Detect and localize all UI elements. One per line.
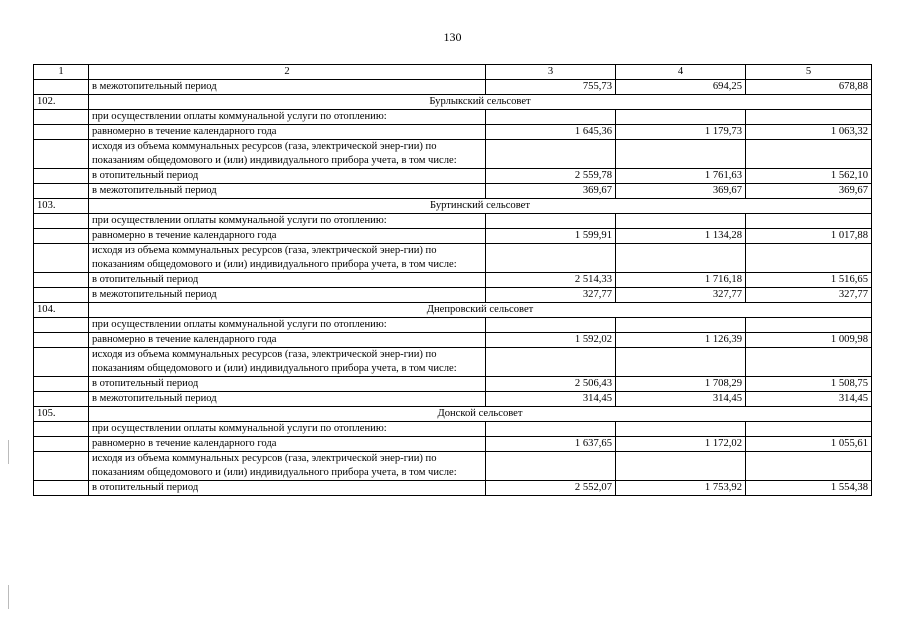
row-description: исходя из объема коммунальных ресурсов (газа, электрической энер-гии) по показаниям общедомового и (или) индивидуального прибора учета, в том числе: [89, 244, 486, 273]
value-col-5: 1 017,88 [746, 229, 872, 244]
section-title: Буртинский сельсовет [89, 199, 872, 214]
header-cell: 4 [616, 65, 746, 80]
value-col-5: 314,45 [746, 392, 872, 407]
value-col-5 [746, 422, 872, 437]
row-number [34, 437, 89, 452]
value-col-4 [616, 452, 746, 481]
value-col-4: 1 172,02 [616, 437, 746, 452]
table-body [34, 65, 872, 496]
row-description: исходя из объема коммунальных ресурсов (газа, электрической энер-гии) по показаниям общедомового и (или) индивидуального прибора учета, в том числе: [89, 348, 486, 377]
value-col-4 [616, 110, 746, 125]
row-description: в межотопительный период [89, 288, 486, 303]
value-col-5: 369,67 [746, 184, 872, 199]
table-row [34, 348, 872, 377]
value-col-5 [746, 348, 872, 377]
value-col-3 [486, 244, 616, 273]
row-number [34, 452, 89, 481]
value-col-3: 2 506,43 [486, 377, 616, 392]
table-row [34, 422, 872, 437]
value-col-5 [746, 318, 872, 333]
row-description: равномерно в течение календарного года [89, 333, 486, 348]
row-description: исходя из объема коммунальных ресурсов (газа, электрической энер-гии) по показаниям общедомового и (или) индивидуального прибора учета, в том числе: [89, 452, 486, 481]
value-col-4: 1 126,39 [616, 333, 746, 348]
row-description: в отопительный период [89, 169, 486, 184]
row-number [34, 481, 89, 496]
table-row [34, 377, 872, 392]
section-title: Донской сельсовет [89, 407, 872, 422]
value-col-5: 1 055,61 [746, 437, 872, 452]
table-row [34, 229, 872, 244]
section-title: Днепровский сельсовет [89, 303, 872, 318]
value-col-4 [616, 318, 746, 333]
scan-edge-mark [8, 585, 9, 609]
row-description: в отопительный период [89, 377, 486, 392]
row-description: в отопительный период [89, 481, 486, 496]
header-row [34, 65, 872, 80]
row-number [34, 244, 89, 273]
section-row [34, 407, 872, 422]
row-number [34, 125, 89, 140]
row-number [34, 318, 89, 333]
table-row [34, 184, 872, 199]
table-row [34, 333, 872, 348]
value-col-5 [746, 452, 872, 481]
value-col-5: 1 516,65 [746, 273, 872, 288]
tariff-table [33, 64, 872, 496]
value-col-4: 1 716,18 [616, 273, 746, 288]
value-col-3 [486, 348, 616, 377]
value-col-3: 1 637,65 [486, 437, 616, 452]
value-col-5: 1 009,98 [746, 333, 872, 348]
value-col-5: 1 554,38 [746, 481, 872, 496]
table-row [34, 452, 872, 481]
value-col-3 [486, 452, 616, 481]
value-col-4: 314,45 [616, 392, 746, 407]
value-col-4 [616, 348, 746, 377]
value-col-3: 1 599,91 [486, 229, 616, 244]
section-row [34, 199, 872, 214]
value-col-4: 369,67 [616, 184, 746, 199]
section-row [34, 95, 872, 110]
row-description: исходя из объема коммунальных ресурсов (газа, электрической энер-гии) по показаниям общедомового и (или) индивидуального прибора учета, в том числе: [89, 140, 486, 169]
row-description: равномерно в течение календарного года [89, 229, 486, 244]
row-number: 104. [34, 303, 89, 318]
row-number [34, 110, 89, 125]
value-col-3 [486, 318, 616, 333]
row-number [34, 80, 89, 95]
value-col-5: 678,88 [746, 80, 872, 95]
value-col-3: 1 592,02 [486, 333, 616, 348]
value-col-4 [616, 244, 746, 273]
table-row [34, 169, 872, 184]
row-number [34, 392, 89, 407]
value-col-5 [746, 244, 872, 273]
value-col-3 [486, 422, 616, 437]
value-col-5 [746, 110, 872, 125]
table-row [34, 244, 872, 273]
value-col-3: 2 552,07 [486, 481, 616, 496]
value-col-5: 1 508,75 [746, 377, 872, 392]
header-cell: 2 [89, 65, 486, 80]
value-col-5 [746, 214, 872, 229]
row-number: 102. [34, 95, 89, 110]
value-col-4: 694,25 [616, 80, 746, 95]
row-number [34, 229, 89, 244]
value-col-4: 1 753,92 [616, 481, 746, 496]
value-col-3: 2 559,78 [486, 169, 616, 184]
value-col-5 [746, 140, 872, 169]
value-col-5: 327,77 [746, 288, 872, 303]
row-number: 103. [34, 199, 89, 214]
row-description: в отопительный период [89, 273, 486, 288]
table-row [34, 214, 872, 229]
row-description: при осуществлении оплаты коммунальной услуги по отоплению: [89, 318, 486, 333]
value-col-5: 1 562,10 [746, 169, 872, 184]
value-col-3: 369,67 [486, 184, 616, 199]
value-col-3 [486, 110, 616, 125]
row-description: при осуществлении оплаты коммунальной услуги по отоплению: [89, 422, 486, 437]
row-number [34, 140, 89, 169]
value-col-3 [486, 214, 616, 229]
value-col-4 [616, 422, 746, 437]
value-col-4: 327,77 [616, 288, 746, 303]
table-row [34, 288, 872, 303]
value-col-4 [616, 140, 746, 169]
row-description: в межотопительный период [89, 392, 486, 407]
value-col-3: 2 514,33 [486, 273, 616, 288]
table-row [34, 110, 872, 125]
row-description: в межотопительный период [89, 184, 486, 199]
row-number [34, 184, 89, 199]
page-number: 130 [443, 30, 462, 44]
row-description: равномерно в течение календарного года [89, 125, 486, 140]
value-col-3: 1 645,36 [486, 125, 616, 140]
value-col-4: 1 134,28 [616, 229, 746, 244]
section-title: Бурлыкский сельсовет [89, 95, 872, 110]
table-row [34, 125, 872, 140]
row-number [34, 288, 89, 303]
row-number [34, 169, 89, 184]
table-row [34, 273, 872, 288]
value-col-3: 327,77 [486, 288, 616, 303]
value-col-4: 1 708,29 [616, 377, 746, 392]
header-cell: 5 [746, 65, 872, 80]
row-description: при осуществлении оплаты коммунальной услуги по отоплению: [89, 214, 486, 229]
table-row [34, 481, 872, 496]
section-row [34, 303, 872, 318]
value-col-3: 755,73 [486, 80, 616, 95]
row-description: в межотопительный период [89, 80, 486, 95]
value-col-3 [486, 140, 616, 169]
table-row [34, 392, 872, 407]
row-description: при осуществлении оплаты коммунальной услуги по отоплению: [89, 110, 486, 125]
value-col-5: 1 063,32 [746, 125, 872, 140]
table-row [34, 318, 872, 333]
row-number [34, 422, 89, 437]
value-col-4: 1 761,63 [616, 169, 746, 184]
header-cell: 1 [34, 65, 89, 80]
table-row [34, 437, 872, 452]
scan-edge-mark [8, 440, 9, 464]
value-col-4 [616, 214, 746, 229]
table-row [34, 80, 872, 95]
row-number [34, 273, 89, 288]
table-row [34, 140, 872, 169]
value-col-3: 314,45 [486, 392, 616, 407]
value-col-4: 1 179,73 [616, 125, 746, 140]
row-number [34, 377, 89, 392]
row-number [34, 214, 89, 229]
row-number [34, 333, 89, 348]
row-number: 105. [34, 407, 89, 422]
header-cell: 3 [486, 65, 616, 80]
row-description: равномерно в течение календарного года [89, 437, 486, 452]
row-number [34, 348, 89, 377]
